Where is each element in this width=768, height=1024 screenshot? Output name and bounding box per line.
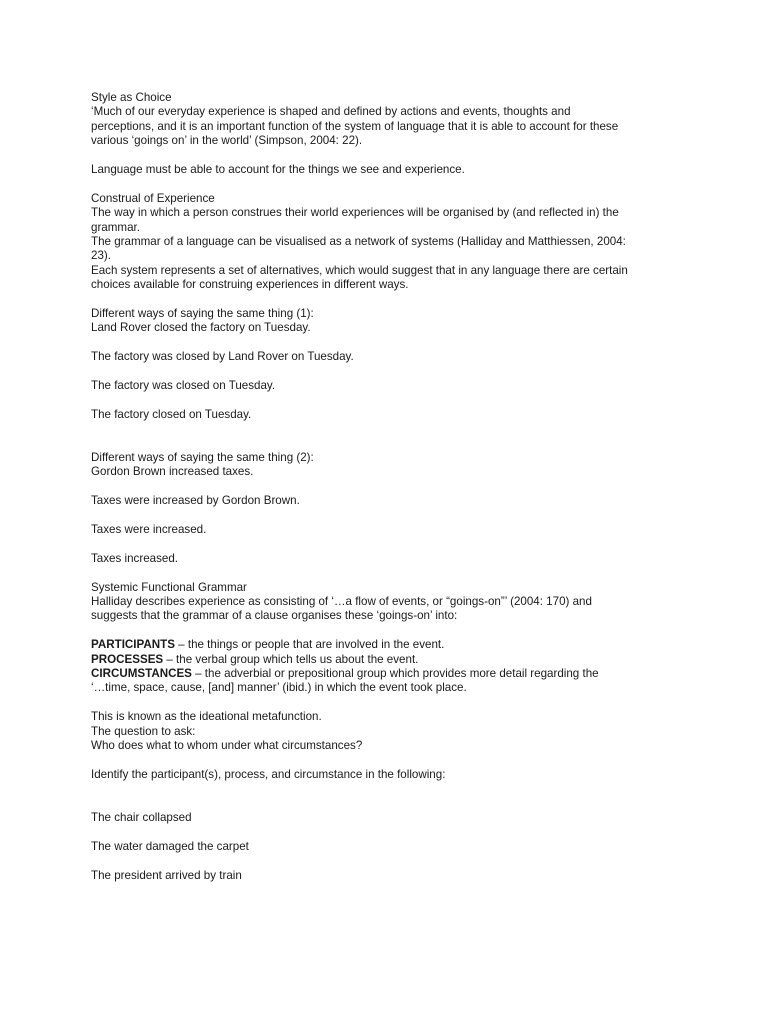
heading-style-as-choice: Style as Choice — [91, 91, 172, 104]
example-sentence: The factory was closed on Tuesday. — [91, 379, 276, 393]
quote-line: perceptions, and it is an important function of the system of language that it is able to account for these — [91, 119, 619, 133]
exercise-sentence: The chair collapsed — [91, 811, 192, 825]
definition-participants — [91, 638, 671, 652]
body-line: This is known as the ideational metafunction. — [91, 710, 322, 724]
definition-text: – the adverbial or prepositional group which provides more detail regarding the — [191, 667, 599, 681]
definition-circumstances — [91, 667, 671, 681]
instruction: Identify the participant(s), process, and circumstance in the following: — [91, 767, 446, 781]
example-sentence: The factory was closed by Land Rover on Tuesday. — [91, 350, 354, 364]
example-sentence: Taxes were increased by Gordon Brown. — [91, 494, 300, 508]
definition-processes — [91, 653, 671, 667]
definition-text: – the verbal group which tells us about the event. — [163, 652, 419, 666]
body-line: Halliday describes experience as consisting of ‘…a flow of events, or “goings-on”’ (2004: 170) and — [91, 595, 592, 609]
body-line: choices available for construing experiences in different ways. — [91, 278, 409, 292]
quote-line: ‘Much of our everyday experience is shaped and defined by actions and events, thoughts and — [91, 105, 571, 119]
term-circumstances: CIRCUMSTANCES — [91, 667, 192, 681]
definition-continuation: ‘…time, space, cause, [and] manner’ (ibid.) in which the event took place. — [91, 681, 467, 695]
statement: Language must be able to account for the things we see and experience. — [91, 163, 465, 177]
term-processes: PROCESSES — [91, 652, 164, 666]
body-line: The way in which a person construes their world experiences will be organised by (and reflected in) the — [91, 206, 619, 220]
body-line: 23). — [91, 249, 111, 263]
example-sentence: Land Rover closed the factory on Tuesday. — [91, 321, 311, 335]
exercise-sentence: The water damaged the carpet — [91, 839, 249, 853]
example-sentence: Gordon Brown increased taxes. — [91, 465, 254, 479]
document-page — [91, 91, 671, 883]
quote-line: various ‘goings on’ in the world’ (Simpson, 2004: 22). — [91, 134, 363, 148]
example-sentence: Taxes were increased. — [91, 523, 207, 537]
body-line: The question to ask: — [91, 724, 196, 738]
heading-construal-of-experience: Construal of Experience — [91, 191, 215, 205]
body-line: Each system represents a set of alternatives, which would suggest that in any language there are certain — [91, 263, 628, 277]
heading-different-ways-2: Different ways of saying the same thing (2): — [91, 451, 314, 465]
example-sentence: Taxes increased. — [91, 551, 178, 565]
heading-systemic-functional-grammar: Systemic Functional Grammar — [91, 580, 247, 594]
body-line: suggests that the grammar of a clause organises these ‘goings-on’ into: — [91, 609, 458, 623]
exercise-sentence: The president arrived by train — [91, 868, 242, 882]
definition-text: – the things or people that are involved in the event. — [174, 638, 445, 652]
example-sentence: The factory closed on Tuesday. — [91, 407, 252, 421]
term-participants: PARTICIPANTS — [91, 638, 175, 652]
body-line: Who does what to whom under what circumstances? — [91, 739, 363, 753]
body-line: The grammar of a language can be visualised as a network of systems (Halliday and Matthiessen, 2004: — [91, 235, 626, 249]
body-line: grammar. — [91, 220, 140, 234]
heading-different-ways-1: Different ways of saying the same thing (1): — [91, 307, 314, 321]
